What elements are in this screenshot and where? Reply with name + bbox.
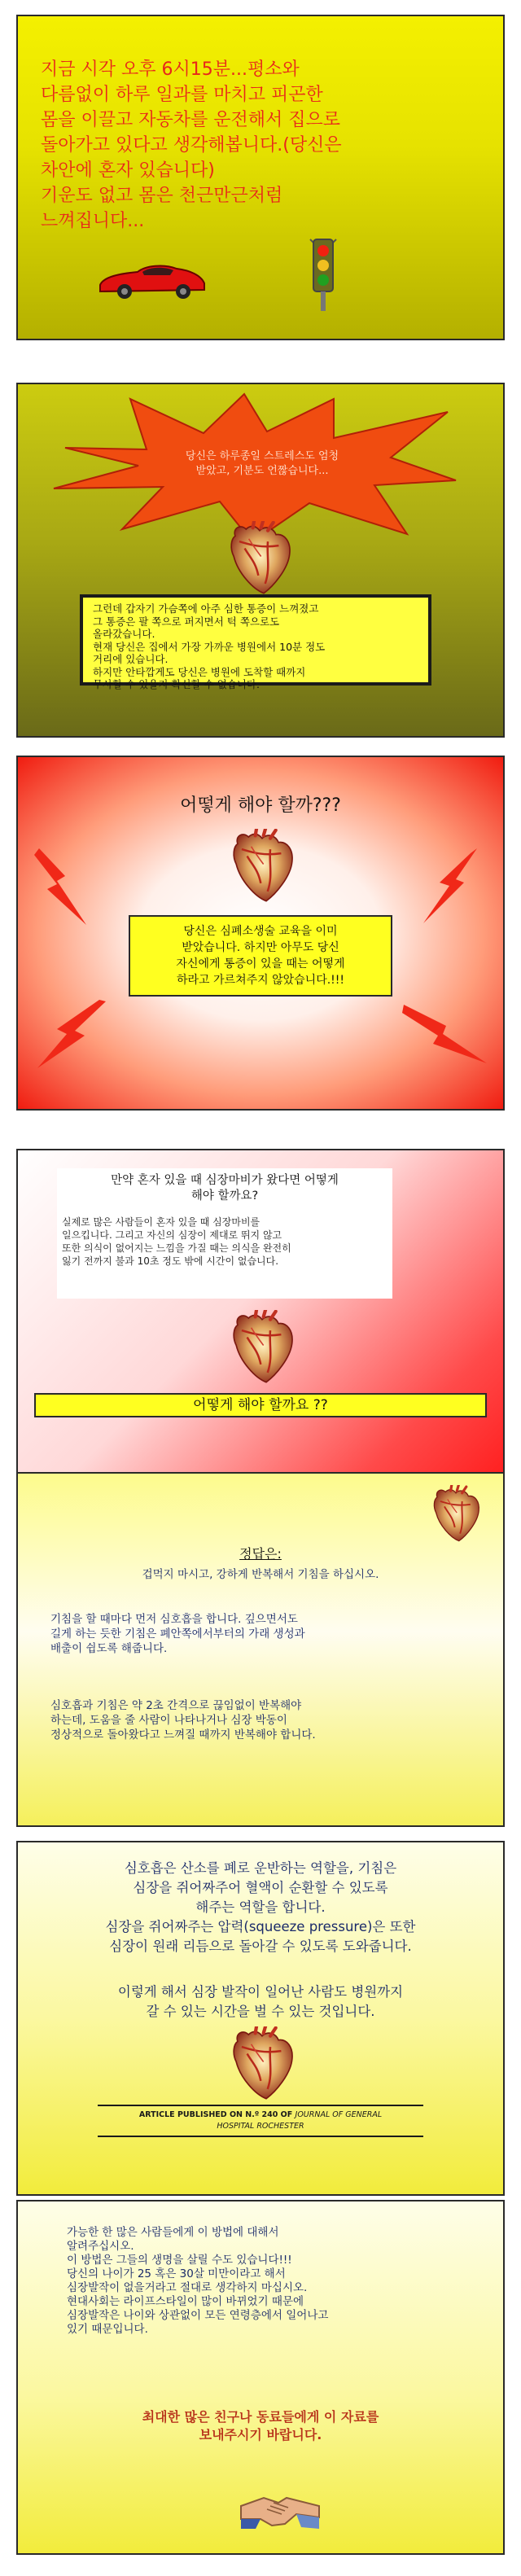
slide-share-request	[16, 2200, 505, 2555]
heart-icon	[228, 829, 296, 904]
lightning-bolt-icon	[33, 847, 90, 928]
slide-explanation	[16, 1841, 505, 2196]
answer-subtitle: 겁먹지 마시고, 강하게 반복해서 기침을 하십시오.	[142, 1568, 379, 1581]
slide4-title: 만약 혼자 있을 때 심장마비가 왔다면 어떻게 해야 할까요?	[111, 1174, 339, 1203]
answer-para2: 심호흡과 기침은 약 2초 간격으로 끊임없이 반복해야 하는데, 도움을 줄 사람이 나타나거나 심장 박동이 정상적으로 돌아왔다고 느껴질 때까지 반복해야 합니다.	[50, 1699, 316, 1741]
chest-pain-box: 그런데 갑자기 가슴쪽에 아주 심한 통증이 느껴졌고 그 통증은 팔 쪽으로 퍼지면서 턱 쪽으로도 올라갔습니다. 현재 당신은 집에서 가장 가까운 병원에서 10분 정도 거리에 있습니다. 하지만 안타깝게도 당신은 병원에 도착할 때까지 무사할 수 있을지 확신할 수 없습니다.	[80, 594, 431, 686]
article-journal: JOURNAL OF GENERAL HOSPITAL ROCHESTER	[217, 2110, 383, 2131]
slide-chest-pain	[16, 383, 505, 738]
slide-evening-drive	[16, 15, 505, 340]
cpr-box: 당신은 심폐소생술 교육을 이미 받았습니다. 하지만 아무도 당신 자신에게 통증이 있을 때는 어떻게 하라고 가르쳐주지 않았습니다.!!!	[129, 915, 392, 997]
heart-icon	[228, 2026, 296, 2101]
slide3-title: 어떻게 해야 할까???	[180, 795, 341, 816]
slide-alone-heart-attack	[16, 1149, 505, 1504]
lightning-bolt-icon	[401, 1001, 490, 1067]
answer-title: 정답은:	[239, 1546, 282, 1562]
heart-icon	[228, 1310, 296, 1385]
slide-answer-cough	[16, 1472, 505, 1827]
burst-text: 당신은 하루종일 스트레스도 엄청 받았고, 기분도 언짢습니다...	[185, 450, 339, 477]
red-car-icon	[95, 256, 209, 301]
answer-para1: 기침을 할 때마다 먼저 심호흡을 합니다. 깊으면서도 길게 하는 듯한 기침은 폐안쪽에서부터의 가래 생성과 배출이 쉽도록 해줍니다.	[50, 1613, 305, 1655]
what-to-do-banner: 어떻게 해야 할까요 ??	[34, 1393, 487, 1417]
heart-icon	[225, 521, 294, 596]
traffic-light-icon	[307, 236, 339, 314]
explanation-para1: 심호흡은 산소를 폐로 운반하는 역할을, 기침은 심장을 쥐어짜주어 혈액이 순환할 수 있도록 해주는 역할을 합니다. 심장을 쥐어짜주는 압력(squeeze pressure)은 또한 심장이 원래 리듬으로 돌아갈 수 있도록 도와줍니다.	[105, 1860, 416, 1954]
lightning-bolt-icon	[34, 998, 107, 1071]
article-prefix: ARTICLE PUBLISHED ON N.º 240 OF	[138, 2110, 296, 2119]
share-body: 가능한 한 많은 사람들에게 이 방법에 대해서 알려주십시오. 이 방법은 그들의 생명을 살릴 수도 있습니다!!! 당신의 나이가 25 혹은 30살 미만이라고 해서 심장발작이 없을거라고 절대로 생각하지 마십시오. 현대사회는 라이프스타일이 많이 바뀌었기 때문에 심장발작은 나이와 상관없이 모든 연령층에서 일어나고 있기 때문입니다.	[67, 2226, 329, 2336]
slide-what-to-do	[16, 756, 505, 1111]
slide4-content-box	[57, 1168, 392, 1299]
share-closing: 최대한 많은 친구나 동료들에게 이 자료를 보내주시기 바랍니다.	[142, 2409, 379, 2442]
handshake-icon	[239, 2482, 321, 2539]
article-source	[98, 2105, 423, 2137]
explanation-para2: 이렇게 해서 심장 발작이 일어난 사람도 병원까지 갈 수 있는 시간을 벌 수 있는 것입니다.	[117, 1984, 404, 2019]
slide1-text: 지금 시각 오후 6시15분...평소와 다름없이 하루 일과를 마치고 피곤한 몸을 이끌고 자동차를 운전해서 집으로 돌아가고 있다고 생각해봅니다.(당신은 차안에 혼자 있습니다) 기운도 없고 몸은 천근만근처럼 느껴집니다...	[41, 59, 342, 231]
heart-icon	[430, 1485, 482, 1544]
slide4-body: 실제로 많은 사람들이 혼자 있을 때 심장마비를 일으킵니다. 그리고 자신의 심장이 제대로 뛰지 않고 또한 의식이 없어지는 느낌을 가질 때는 의식을 완전히 잃기 전까지 불과 10초 정도 밖에 시간이 없습니다.	[62, 1216, 291, 1267]
lightning-bolt-icon	[417, 847, 482, 928]
